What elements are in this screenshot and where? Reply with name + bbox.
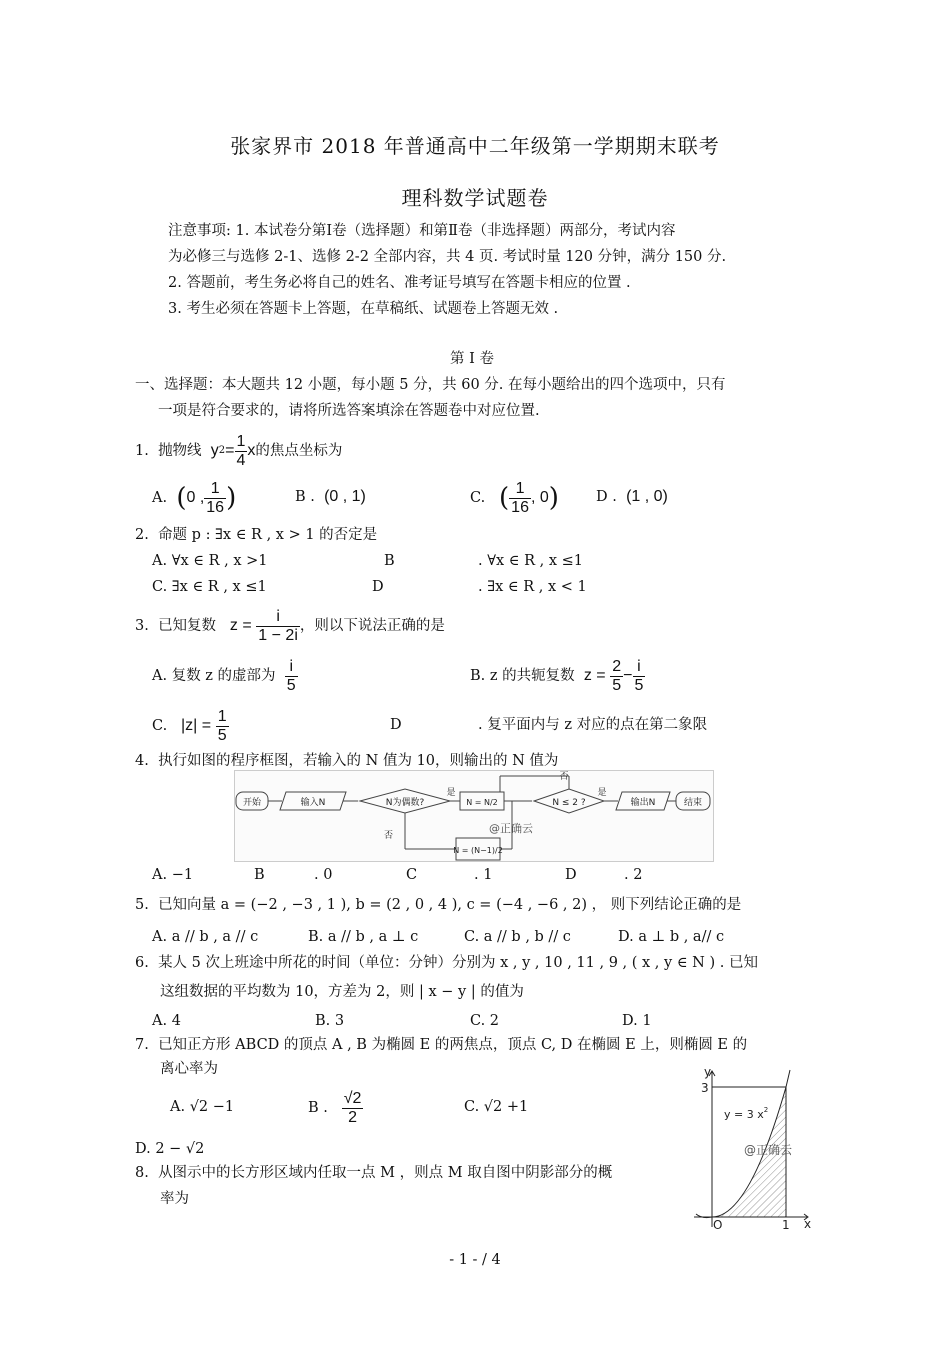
- option-d: D: [390, 717, 402, 733]
- option-c: C. |z| = $\frac{1}{5}$: [152, 707, 227, 744]
- flow-box2-label: N = (N−1)/2: [453, 846, 503, 855]
- option-a: A. −1: [152, 867, 194, 883]
- option-d-value: . 复平面内与 z 对应的点在第二象限: [478, 717, 708, 733]
- section-intro: 一项是符合要求的，请将所选答案填涂在答题卷中对应位置.: [158, 403, 540, 419]
- option-b-value: . ∀x ∈ R , x ≤1: [478, 553, 584, 569]
- flow-output-label: 输出N: [630, 798, 656, 808]
- flow-input-label: 输入N: [300, 798, 326, 808]
- option-a: A. 复数 z 的虚部为 $\frac{i}{5}$: [152, 657, 296, 694]
- option-c: C. a // b , b // c: [464, 929, 571, 945]
- option-a: A. a // b , a // c: [152, 929, 259, 945]
- question-8-line2: 率为: [160, 1191, 189, 1207]
- option-c: C. ( $\frac{1}{16}$ , 0 ): [470, 479, 559, 516]
- option-b: B . (0 , 1): [295, 488, 366, 505]
- note-line: 注意事项: 1. 本试卷分第Ⅰ卷（选择题）和第Ⅱ卷（非选择题）两部分，考试内容: [168, 223, 676, 239]
- note-line: 3. 考生必须在答题卡上答题，在草稿纸、试题卷上答题无效 .: [168, 301, 559, 317]
- flow-cond1-label: N为偶数?: [385, 798, 425, 808]
- option-b: B. z 的共轭复数 z = $\frac{2}{5}$ − $\frac{i}{5}$: [470, 657, 644, 694]
- option-c: C: [406, 867, 418, 883]
- note-line: 2. 答题前，考生务必将自己的姓名、准考证号填写在答题卡相应的位置 .: [168, 275, 631, 291]
- flow-no2-label: 否: [559, 772, 569, 782]
- option-b: B: [384, 553, 395, 569]
- option-d: D: [565, 867, 577, 883]
- question-7-line2: 离心率为: [160, 1061, 218, 1077]
- flow-yes1-label: 是: [446, 788, 456, 798]
- flow-start-label: 开始: [242, 798, 262, 808]
- question-8: 8. 从图示中的长方形区域内任取一点 M ，则点 M 取自图中阴影部分的概: [135, 1165, 613, 1181]
- option-b: B . $\frac{√2}{2}$: [308, 1089, 362, 1126]
- option-c: C. ∃x ∈ R , x ≤1: [152, 579, 267, 595]
- curve-label: y = 3 $x^2$: [724, 1106, 769, 1121]
- option-b: B. a // b , a ⊥ c: [308, 929, 419, 945]
- question-5: 5. 已知向量 a = (−2 , −3 , 1 ), b = (2 , 0 , 4 ), c = (−4 , −6 , 2) ， 则下列结论正确的是: [135, 897, 742, 913]
- option-c: C. √2 +1: [464, 1099, 529, 1115]
- flow-box1-label: N = N/2: [466, 798, 498, 807]
- origin-label: O: [713, 1218, 723, 1232]
- flow-watermark: @正确云: [489, 822, 533, 835]
- question-3: 3. 已知复数 z = $\frac{i}{1 - 2i}$ ，则以下说法正确的是: [135, 607, 445, 644]
- option-d-value: . 2: [624, 867, 643, 883]
- option-c-value: . 1: [474, 867, 493, 883]
- graph-watermark: @正确云: [744, 1143, 793, 1157]
- parabola-graph: [692, 1062, 816, 1232]
- page-title: 张家界市 2018 年普通高中二年级第一学期期末联考: [230, 134, 720, 158]
- question-1: 1. 抛物线 y 2 = $\frac{1}{4}$ x 的焦点坐标为: [135, 432, 343, 469]
- option-d-value: . ∃x ∈ R , x < 1: [478, 579, 587, 595]
- page-number: - 1 - / 4: [449, 1252, 501, 1268]
- option-a: A. 4: [152, 1013, 181, 1029]
- question-6-line2: 这组数据的平均数为 10，方差为 2，则 | x − y | 的值为: [160, 984, 524, 1000]
- section-label: 第 Ⅰ 卷: [450, 351, 494, 367]
- option-a: A. √2 −1: [170, 1099, 235, 1115]
- flow-cond2-label: N ≤ 2 ?: [552, 798, 586, 808]
- question-4: 4. 执行如图的程序框图，若输入的 N 值为 10，则输出的 N 值为: [135, 753, 559, 769]
- flow-yes2-label: 是: [597, 788, 607, 798]
- x-label: x: [804, 1217, 812, 1231]
- option-b-value: . 0: [314, 867, 333, 883]
- option-a: A. ( 0 , $\frac{1}{16}$ ): [152, 479, 237, 516]
- question-7: 7. 已知正方形 ABCD 的顶点 A , B 为椭圆 E 的两焦点，顶点 C, D 在椭圆 E 上，则椭圆 E 的: [135, 1037, 748, 1053]
- option-d: D . (1 , 0): [596, 488, 668, 505]
- option-b: B: [254, 867, 265, 883]
- flow-end-label: 结束: [683, 798, 703, 808]
- section-intro: 一、选择题：本大题共 12 小题，每小题 5 分，共 60 分. 在每小题给出的四个选项中，只有: [135, 377, 726, 393]
- question-2: 2. 命题 p : ∃x ∈ R , x > 1 的否定是: [135, 527, 378, 543]
- question-6: 6. 某人 5 次上班途中所花的时间（单位：分钟）分别为 x , y , 10 , 11 , 9 , ( x , y ∈ N ) . 已知: [135, 955, 758, 971]
- note-line: 为必修三与选修 2-1、选修 2-2 全部内容，共 4 页. 考试时量 120 分钟，满分 150 分.: [168, 249, 727, 265]
- option-c: C. 2: [470, 1013, 500, 1029]
- option-b: B. 3: [315, 1013, 345, 1029]
- option-d: D. a ⊥ b , a// c: [618, 929, 725, 945]
- page-subtitle: 理科数学试题卷: [401, 186, 549, 210]
- flowchart: [234, 770, 714, 862]
- option-d: D. 2 − √2: [135, 1141, 205, 1157]
- x-tick-1: 1: [782, 1218, 790, 1232]
- y-tick-3: 3: [701, 1081, 709, 1095]
- flow-no1-label: 否: [384, 831, 394, 841]
- option-a: A. ∀x ∈ R , x >1: [152, 553, 268, 569]
- y-label: y: [704, 1065, 712, 1079]
- option-d: D: [372, 579, 384, 595]
- option-d: D. 1: [622, 1013, 652, 1029]
